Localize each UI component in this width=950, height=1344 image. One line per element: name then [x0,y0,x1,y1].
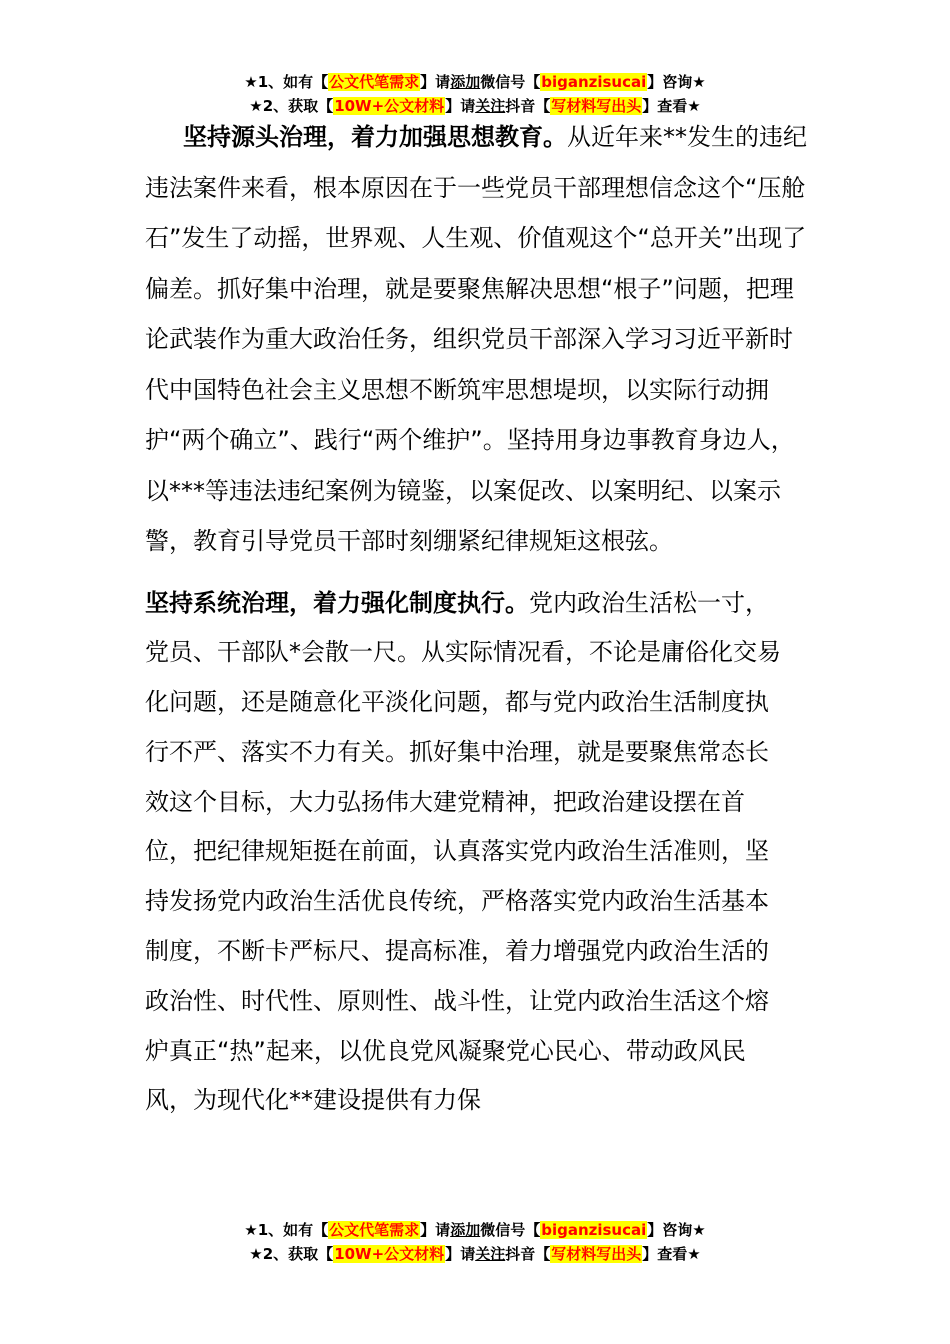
paragraph-text: 党内政治生活松一寸，党员、干部队*会散一尺。从实际情况看，不论是庸俗化交易化问题，还是随意化平淡化问题，都与党内政治生活制度执行不严、落实不力有关。抓好集中治理，就是要聚焦常态长效这个目标，大力弘扬伟大建党精神，把政治建设摆在首位，把纪律规矩挺在前面，认真落实党内政治生活准则，坚持发扬党内政治生活优良传统，严格落实党内政治生活基本制度，不断卡严标尺、提高标准，着力增强党内政治生活的政治性、时代性、原则性、战斗性，让党内政治生活这个熔炉真正“热”起来，以优良党风凝聚党心民心、带动政风民风，为现代化**建设提供有力保 [145,588,781,1115]
banner-line-1: ★1、如有【公文代笔需求】请添加微信号【biganzisucai】咨询★ [244,1221,706,1239]
highlight-materials: 10W+公文材料 [334,97,445,115]
highlight-douyin: 写材料写出头 [551,97,642,115]
document-body [145,112,815,1126]
highlight-ghostwriting: 公文代笔需求 [329,1221,420,1239]
highlight-materials: 10W+公文材料 [334,1245,445,1263]
highlight-wechat-id: biganzisucai [541,73,647,91]
paragraph-heading: 坚持源头治理，着力加强思想教育。 [183,123,567,151]
paragraph-source-governance [145,112,813,567]
highlight-ghostwriting: 公文代笔需求 [329,73,420,91]
highlight-douyin: 写材料写出头 [551,1245,642,1263]
paragraph-heading: 坚持系统治理，着力强化制度执行。 [145,588,529,617]
header-banner [0,70,950,118]
highlight-wechat-id: biganzisucai [541,1221,647,1239]
banner-line-1: ★1、如有【公文代笔需求】请添加微信号【biganzisucai】咨询★ [244,73,706,91]
banner-line-2: ★2、获取【10W+公文材料】请关注抖音【写材料写出头】查看★ [249,97,701,115]
paragraph-text: 从近年来**发生的违纪违法案件来看，根本原因在于一些党员干部理想信念这个“压舱石”发生了动摇，世界观、人生观、价值观这个“总开关”出现了偏差。抓好集中治理，就是要聚焦解决思想“根子”问题，把理论武装作为重大政治任务，组织党员干部深入学习习近平新时代中国特色社会主义思想不断筑牢思想堤坝，以实际行动拥护“两个确立”、践行“两个维护”。坚持用身边事教育身边人，以***等违法违纪案例为镜鉴，以案促改、以案明纪、以案示警，教育引导党员干部时刻绷紧纪律规矩这根弦。 [145,123,807,555]
banner-line-2: ★2、获取【10W+公文材料】请关注抖音【写材料写出头】查看★ [249,1245,701,1263]
footer-banner [0,1218,950,1266]
paragraph-system-governance [145,579,785,1127]
